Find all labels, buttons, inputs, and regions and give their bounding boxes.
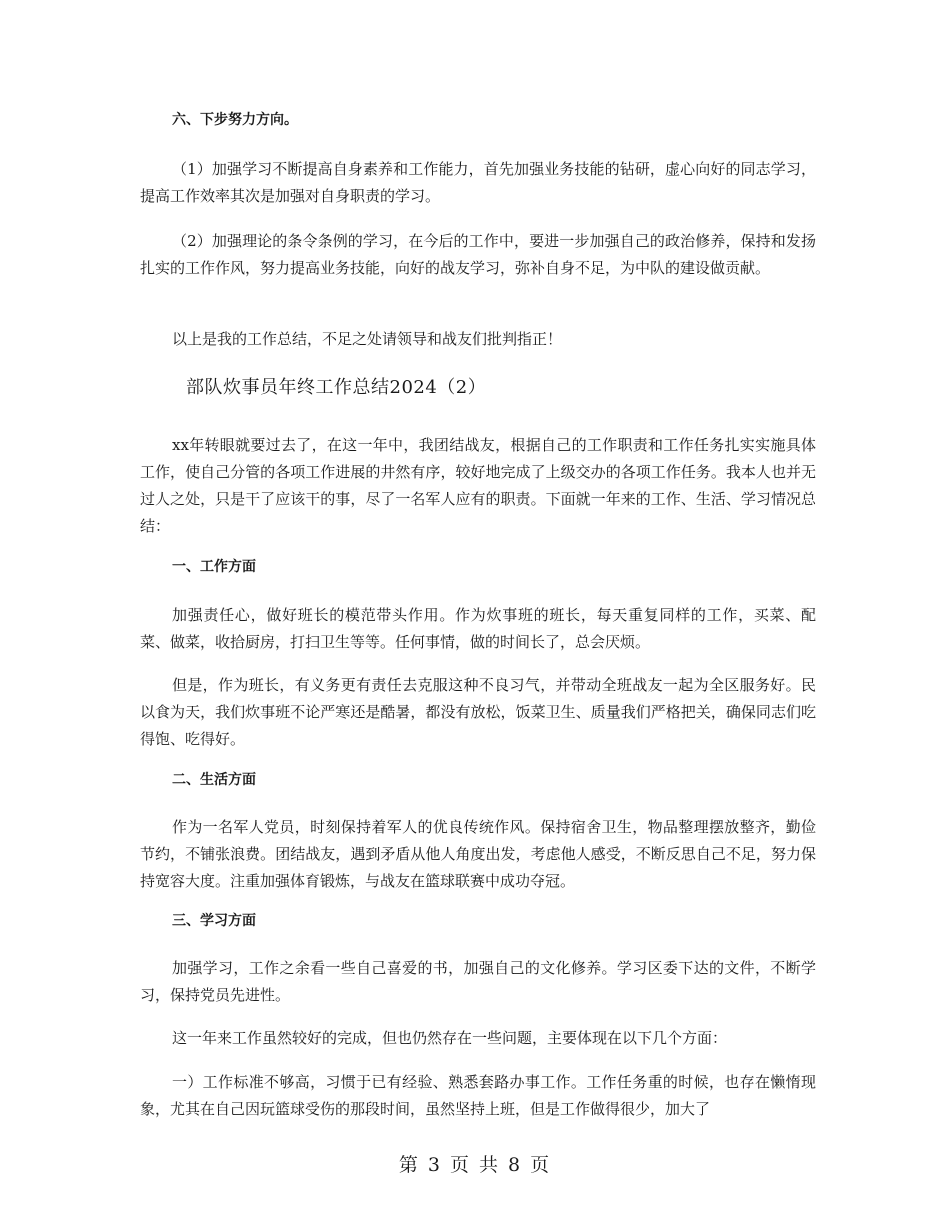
paragraph-issues-intro: 这一年来工作虽然较好的完成，但也仍然存在一些问题，主要体现在以下几个方面： — [172, 1029, 728, 1047]
section-heading-study: 三、学习方面 — [172, 913, 256, 929]
paragraph-intro: xx年转眼就要过去了，在这一年中，我团结战友，根据自己的工作职责和工作任务扎实实施具体工作，使自己分管的各项工作进展的井然有序，较好地完成了上级交办的各项工作任务。我本人也并无过人之处，只是干了应该干的事，尽了一名军人应有的职责。下面就一年来的工作、生活、学习情况总结： — [140, 436, 816, 535]
section-heading-life: 二、生活方面 — [172, 772, 256, 788]
paragraph-next-steps-2: （2）加强理论的条令条例的学习，在今后的工作中，要进一步加强自己的政治修养，保持和发扬扎实的工作作风，努力提高业务技能，向好的战友学习，弥补自身不足，为中队的建设做贡献。 — [140, 232, 816, 277]
paragraph-life-1: 作为一名军人党员，时刻保持着军人的优良传统作风。保持宿舍卫生，物品整理摆放整齐，勤俭节约，不铺张浪费。团结战友，遇到矛盾从他人角度出发，考虑他人感受，不断反思自己不足，努力保持宽容大度。注重加强体育锻炼，与战友在篮球联赛中成功夺冠。 — [140, 818, 816, 890]
document-body — [140, 0, 816, 1140]
page-number-footer: 第 3 页 共 8 页 — [398, 1154, 552, 1176]
paragraph-work-2: 但是，作为班长，有义务更有责任去克服这种不良习气，并带动全班战友一起为全区服务好。民以食为天，我们炊事班不论严寒还是酷暑，都没有放松，饭菜卫生、质量我们严格把关，确保同志们吃得饱、吃得好。 — [140, 676, 816, 748]
section-heading-next-steps: 六、下步努力方向。 — [172, 112, 298, 128]
paragraph-closing: 以上是我的工作总结，不足之处请领导和战友们批判指正！ — [172, 330, 563, 348]
section-heading-work: 一、工作方面 — [172, 559, 256, 575]
paragraph-study-1: 加强学习，工作之余看一些自己喜爱的书，加强自己的文化修养。学习区委下达的文件，不断学习，保持党员先进性。 — [140, 959, 816, 1004]
document-title-2: 部队炊事员年终工作总结2024（2） — [186, 377, 487, 398]
paragraph-issue-1: 一）工作标准不够高，习惯于已有经验、熟悉套路办事工作。工作任务重的时候，也存在懒惰现象，尤其在自己因玩篮球受伤的那段时间，虽然坚持上班，但是工作做得很少，加大了 — [140, 1073, 816, 1118]
paragraph-next-steps-1: （1）加强学习不断提高自身素养和工作能力，首先加强业务技能的钻研，虚心向好的同志学习，提高工作效率其次是加强对自身职责的学习。 — [140, 160, 816, 205]
paragraph-work-1: 加强责任心，做好班长的模范带头作用。作为炊事班的班长，每天重复同样的工作，买菜、配菜、做菜，收拾厨房，打扫卫生等等。任何事情，做的时间长了，总会厌烦。 — [140, 606, 816, 651]
